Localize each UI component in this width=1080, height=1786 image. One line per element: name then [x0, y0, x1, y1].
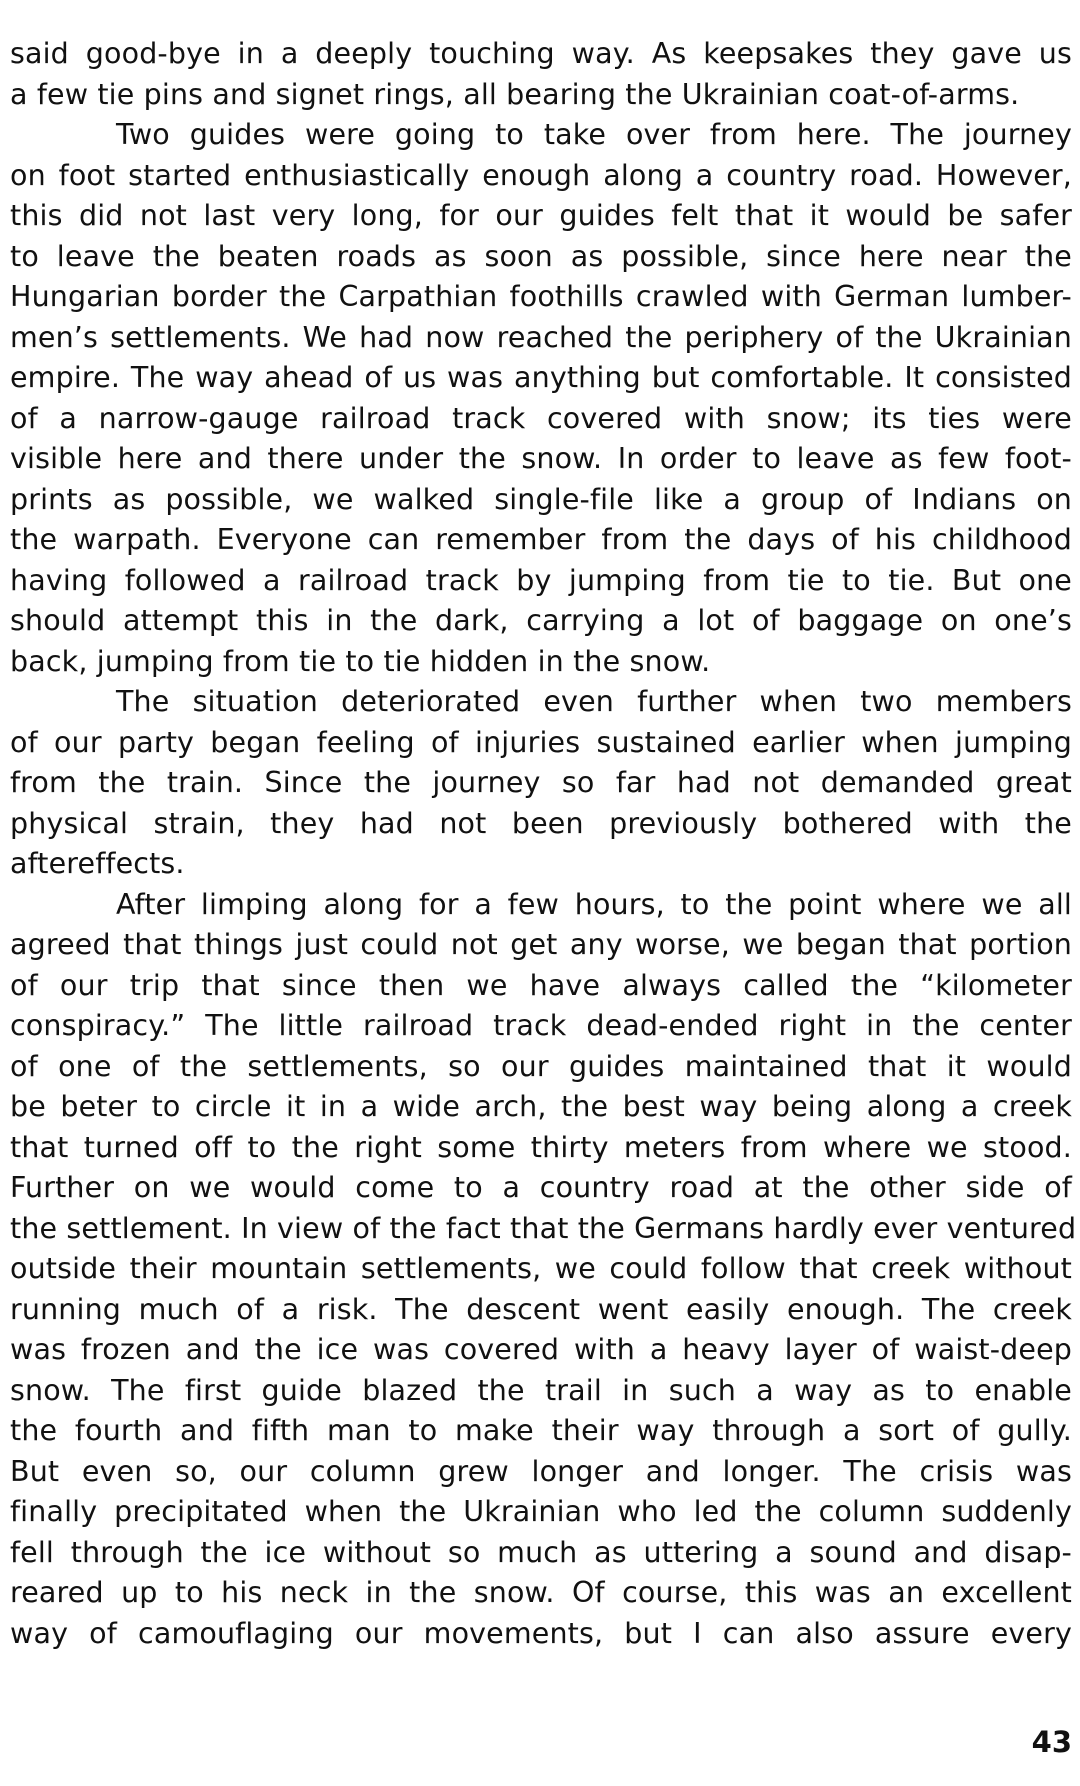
text-line: visible here and there under the snow. In order to leave as few foot-: [10, 442, 1072, 475]
text-line: was frozen and the ice was covered with a heavy layer of waist-deep: [10, 1333, 1072, 1366]
text-line: on foot started enthusiastically enough along a country road. However,: [10, 158, 1072, 192]
text-line: the fourth and fifth man to make their way through a sort of gully.: [10, 1414, 1072, 1447]
text-line: After limping along for a few hours, to the point where we all: [116, 887, 1072, 921]
text-line: The situation deteriorated even further when two members: [116, 685, 1072, 718]
paragraph: [10, 34, 1072, 115]
text-line: Further on we would come to a country road at the other side of: [10, 1171, 1072, 1204]
text-line: the settlement. In view of the fact that the Germans hardly ever ventured: [10, 1211, 1077, 1245]
text-line: way of camouflaging our movements, but I can also assure every: [10, 1616, 1072, 1650]
text-line: Hungarian border the Carpathian foothills crawled with German lumber-: [10, 280, 1072, 313]
text-line: conspiracy.” The little railroad track dead-ended right in the center: [10, 1009, 1072, 1042]
text-line: empire. The way ahead of us was anything but comfortable. It consisted: [10, 361, 1072, 394]
text-line: the warpath. Everyone can remember from the days of his childhood: [10, 523, 1072, 556]
paragraph: [10, 115, 1072, 682]
text-line: men’s settlements. We had now reached the periphery of the Ukrainian: [10, 320, 1072, 354]
text-line: of our trip that since then we have always called the “kilometer: [10, 968, 1072, 1002]
text-line: agreed that things just could not get any worse, we began that portion: [10, 928, 1072, 961]
text-line: should attempt this in the dark, carrying a lot of baggage on one’s: [10, 604, 1072, 637]
text-line: said good-bye in a deeply touching way. As keepsakes they gave us: [10, 37, 1072, 70]
body-text: [10, 34, 1077, 1654]
page-number: 43: [1031, 1725, 1072, 1759]
text-line: reared up to his neck in the snow. Of course, this was an excellent: [10, 1576, 1072, 1609]
text-line: fell through the ice without so much as uttering a sound and disap-: [10, 1535, 1072, 1569]
text-line: that turned off to the right some thirty meters from where we stood.: [10, 1130, 1072, 1164]
text-line: aftereffects.: [10, 847, 185, 880]
text-line: running much of a risk. The descent went easily enough. The creek: [10, 1292, 1072, 1326]
text-line: finally precipitated when the Ukrainian who led the column suddenly: [10, 1495, 1072, 1528]
text-line: snow. The first guide blazed the trail in such a way as to enable: [10, 1373, 1072, 1407]
text-line: physical strain, they had not been previously bothered with the: [10, 806, 1072, 840]
text-line: back, jumping from tie to tie hidden in the snow.: [10, 644, 711, 678]
text-line: of our party began feeling of injuries sustained earlier when jumping: [10, 725, 1072, 759]
text-line: be beter to circle it in a wide arch, the best way being along a creek: [10, 1090, 1072, 1123]
text-line: to leave the beaten roads as soon as possible, since here near the: [10, 239, 1072, 273]
paragraph: [10, 682, 1072, 885]
paragraph: [10, 885, 1077, 1655]
text-line: this did not last very long, for our guides felt that it would be safer: [10, 199, 1072, 232]
text-line: having followed a railroad track by jumping from tie to tie. But one: [10, 563, 1072, 597]
text-line: of one of the settlements, so our guides maintained that it would: [10, 1049, 1072, 1083]
text-line: from the train. Since the journey so far had not demanded great: [10, 766, 1072, 799]
text-line: prints as possible, we walked single-file like a group of Indians on: [10, 482, 1072, 516]
text-line: a few tie pins and signet rings, all bearing the Ukrainian coat-of-arms.: [10, 77, 1020, 111]
text-line: of a narrow-gauge railroad track covered with snow; its ties were: [10, 401, 1072, 435]
text-line: outside their mountain settlements, we could follow that creek without: [10, 1252, 1072, 1285]
text-line: Two guides were going to take over from here. The journey: [116, 118, 1072, 151]
text-line: But even so, our column grew longer and longer. The crisis was: [10, 1454, 1072, 1488]
